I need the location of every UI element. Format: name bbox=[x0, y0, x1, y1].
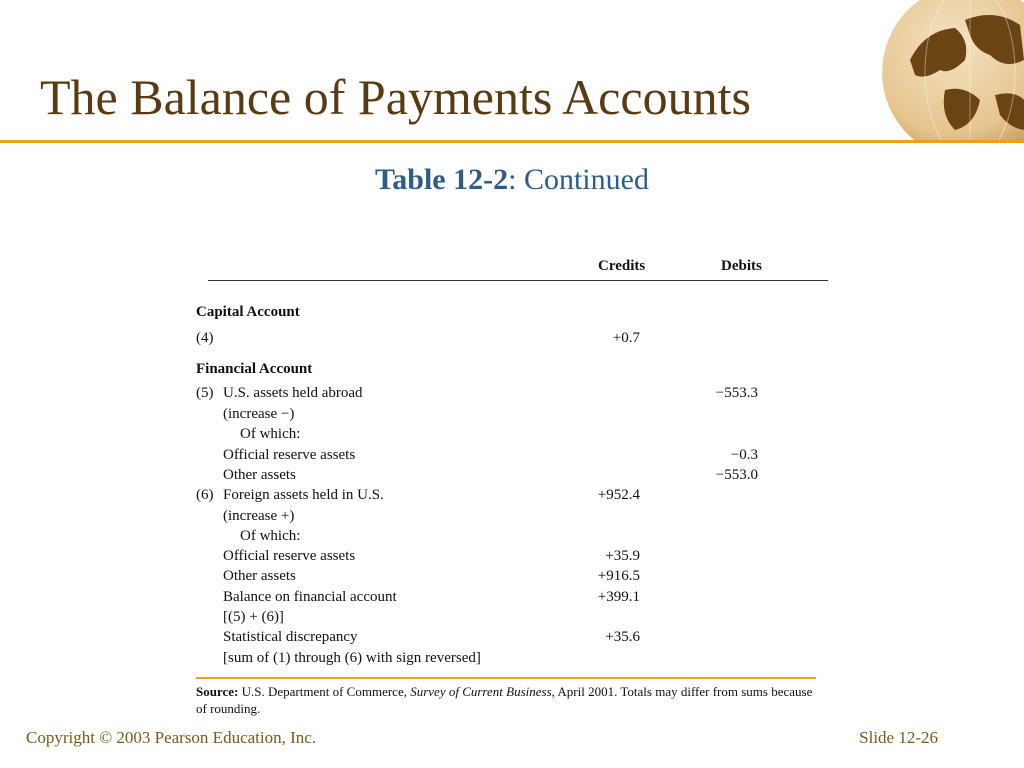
row-label: Of which: bbox=[240, 426, 301, 442]
table-row bbox=[196, 447, 828, 467]
source-text-after: April 2001. Totals may differ from sums because of rounding. bbox=[196, 684, 813, 716]
row-label: U.S. assets held abroad bbox=[223, 385, 363, 401]
section-label: Financial Account bbox=[196, 361, 313, 377]
row-label: Balance on financial account bbox=[223, 589, 397, 605]
source-publication: Survey of Current Business, bbox=[410, 684, 555, 699]
debit-value: −553.0 bbox=[715, 467, 758, 483]
debit-value: −0.3 bbox=[730, 447, 758, 463]
table-row bbox=[196, 467, 828, 487]
column-header-debits: Debits bbox=[721, 258, 762, 274]
row-label: Official reserve assets bbox=[223, 447, 356, 463]
row-label: [sum of (1) through (6) with sign reversed] bbox=[223, 650, 481, 666]
table-row bbox=[196, 548, 828, 568]
table-row bbox=[196, 330, 828, 350]
section-heading-row bbox=[196, 361, 828, 381]
column-header-credits: Credits bbox=[598, 258, 646, 274]
row-label: Of which: bbox=[240, 528, 301, 544]
line-number: (5) bbox=[196, 385, 214, 401]
table-row bbox=[196, 609, 828, 629]
table-row bbox=[196, 589, 828, 609]
credit-value: +35.9 bbox=[605, 548, 640, 564]
copyright-footer: Copyright © 2003 Pearson Education, Inc. bbox=[26, 728, 317, 747]
table-row bbox=[196, 629, 828, 649]
source-note bbox=[196, 683, 821, 717]
row-label: Other assets bbox=[223, 568, 296, 584]
title-divider bbox=[0, 140, 1024, 143]
credit-value: +916.5 bbox=[597, 568, 640, 584]
line-number: (6) bbox=[196, 487, 214, 503]
table-subtitle bbox=[0, 163, 1024, 197]
row-label: Statistical discrepancy bbox=[223, 629, 358, 645]
table-row bbox=[196, 487, 828, 507]
balance-of-payments-table bbox=[196, 254, 828, 674]
row-label: Foreign assets held in U.S. bbox=[223, 487, 384, 503]
row-label: (increase +) bbox=[223, 508, 295, 524]
row-label: Other assets bbox=[223, 467, 296, 483]
table-continued-label: : Continued bbox=[508, 163, 649, 196]
row-label: [(5) + (6)] bbox=[223, 609, 284, 625]
table-row bbox=[196, 385, 828, 405]
table-row bbox=[196, 528, 828, 548]
section-label: Capital Account bbox=[196, 304, 300, 320]
row-label: Official reserve assets bbox=[223, 548, 356, 564]
source-text-before: U.S. Department of Commerce, bbox=[238, 684, 411, 699]
section-heading-row bbox=[196, 304, 828, 324]
table-row bbox=[196, 426, 828, 446]
credit-value: +952.4 bbox=[597, 487, 640, 503]
source-label: Source: bbox=[196, 684, 239, 699]
table-number: Table 12-2 bbox=[375, 163, 509, 196]
credit-value: +35.6 bbox=[605, 629, 640, 645]
credit-value: +0.7 bbox=[612, 330, 640, 346]
row-label: (increase −) bbox=[223, 406, 295, 422]
table-bottom-divider bbox=[196, 677, 816, 679]
table-row bbox=[196, 650, 828, 670]
table-row bbox=[196, 568, 828, 588]
debit-value: −553.3 bbox=[715, 385, 758, 401]
slide-number: Slide 12-26 bbox=[859, 728, 938, 747]
slide-title: The Balance of Payments Accounts bbox=[40, 69, 751, 125]
credit-value: +399.1 bbox=[597, 589, 640, 605]
line-number: (4) bbox=[196, 330, 214, 346]
globe-icon bbox=[870, 0, 1024, 142]
table-row bbox=[196, 406, 828, 426]
header-divider bbox=[208, 280, 828, 281]
table-row bbox=[196, 508, 828, 528]
